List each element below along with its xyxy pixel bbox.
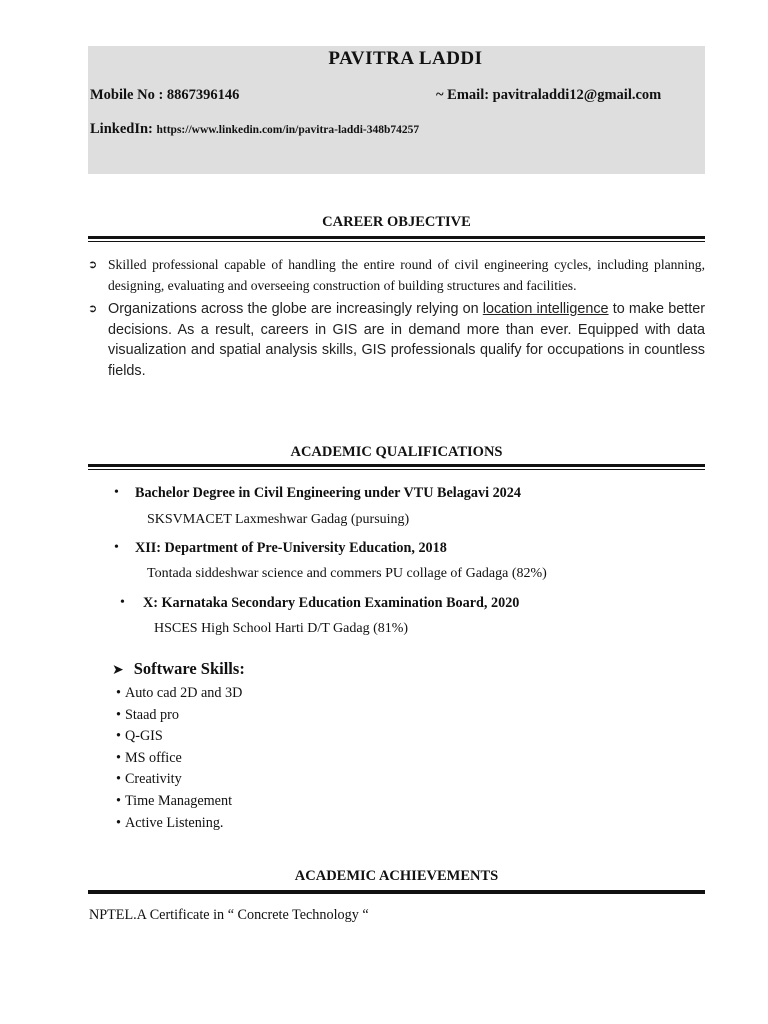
qualification-heading: X: Karnataka Secondary Education Examination Board, 2020 xyxy=(143,595,520,611)
academic-qualifications-title: ACADEMIC QUALIFICATIONS xyxy=(290,444,503,460)
section-divider xyxy=(88,464,705,467)
skill-label: Staad pro xyxy=(124,706,179,723)
skill-label: Auto cad 2D and 3D xyxy=(124,685,243,701)
objective-text-part: Organizations across the globe are increasingly relying on xyxy=(108,301,483,317)
arrow-bullet-icon: ➲ xyxy=(88,302,98,315)
qualification-detail: Tontada siddeshwar science and commers PU collage of Gadaga (82%) xyxy=(147,566,547,581)
software-skills-list xyxy=(116,683,242,834)
section-divider-thin xyxy=(88,241,705,242)
skill-label: Q-GIS xyxy=(124,728,163,745)
list-item xyxy=(116,683,242,705)
qualification-detail: SKSVMACET Laxmeshwar Gadag (pursuing) xyxy=(147,512,410,527)
skill-label: MS office xyxy=(124,749,182,766)
bullet-icon: • xyxy=(116,814,121,831)
objective-item xyxy=(88,255,705,296)
list-item xyxy=(116,769,242,791)
arrow-bullet-icon: ➲ xyxy=(88,258,98,271)
achievement-text: NPTEL.A Certificate in “ Concrete Technology “ xyxy=(89,907,369,923)
bullet-icon: • xyxy=(116,771,121,788)
bullet-icon: • xyxy=(116,749,121,766)
academic-achievements-title: ACADEMIC ACHIEVEMENTS xyxy=(294,868,499,884)
section-divider xyxy=(88,890,705,894)
objective-text: Skilled professional capable of handling the entire round of civil engineering cycles, including planning, designing, evaluating and overseeing construction of building structures and facilities. xyxy=(108,257,705,293)
bullet-icon: • xyxy=(114,540,119,555)
bullet-icon: • xyxy=(116,685,121,701)
list-item xyxy=(116,705,242,727)
list-item xyxy=(116,813,242,835)
software-skills-title: Software Skills: xyxy=(133,659,245,678)
qualification-detail: HSCES High School Harti D/T Gadag (81%) xyxy=(154,621,409,636)
objective-text-part: to make better decisions. As a result, careers in GIS are in demand more than ever. Equipped with data visualization and spatial analysis skills, GIS professionals qualify for occupations in countless fields. xyxy=(108,301,705,379)
bullet-icon: • xyxy=(116,792,121,809)
skill-label: Time Management xyxy=(124,792,233,809)
linkedin-label: LinkedIn: xyxy=(90,121,157,137)
section-divider-thin xyxy=(88,469,705,470)
arrowhead-icon: ➤ xyxy=(112,662,124,678)
bullet-icon: • xyxy=(116,706,121,723)
bullet-icon: • xyxy=(116,728,121,745)
list-item xyxy=(116,726,242,748)
bullet-icon: • xyxy=(114,485,119,500)
qualification-heading: XII: Department of Pre-University Education, 2018 xyxy=(135,540,447,556)
career-objective-title: CAREER OBJECTIVE xyxy=(322,214,471,230)
list-item xyxy=(116,748,242,770)
skill-label: Creativity xyxy=(124,771,182,788)
section-divider xyxy=(88,236,705,239)
location-intelligence-link[interactable]: location intelligence xyxy=(482,301,609,317)
email-address: ~ Email: pavitraladdi12@gmail.com xyxy=(436,87,662,103)
linkedin-line xyxy=(90,121,419,138)
candidate-name: PAVITRA LADDI xyxy=(328,48,483,69)
list-item xyxy=(116,791,242,813)
objective-text xyxy=(108,299,705,381)
bullet-icon: • xyxy=(120,595,125,610)
contact-header xyxy=(88,46,705,174)
skill-label: Active Listening. xyxy=(124,814,224,831)
objective-item xyxy=(88,299,705,381)
linkedin-url[interactable]: https://www.linkedin.com/in/pavitra-laddi-348b74257 xyxy=(156,124,420,136)
software-skills-heading xyxy=(112,659,245,679)
mobile-number: Mobile No : 8867396146 xyxy=(90,87,240,103)
qualification-heading: Bachelor Degree in Civil Engineering under VTU Belagavi 2024 xyxy=(135,485,521,501)
